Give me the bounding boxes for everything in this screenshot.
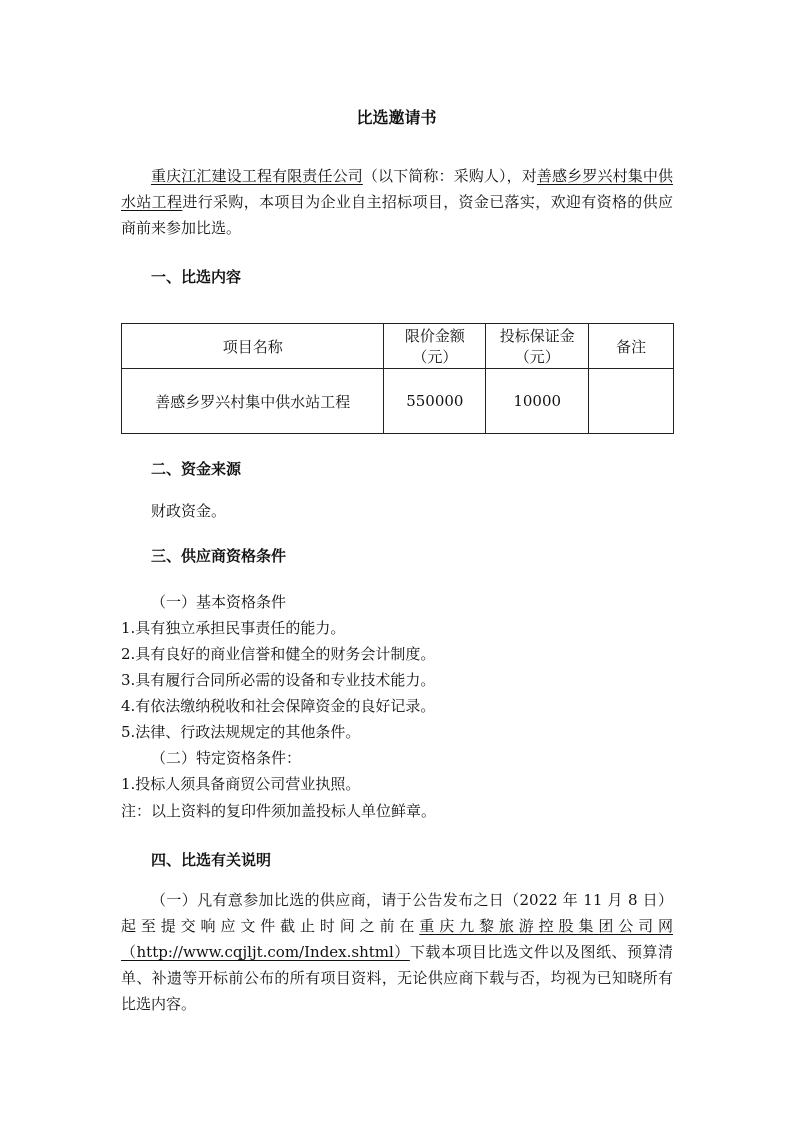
header-project-name: 项目名称 xyxy=(122,324,384,369)
cell-deposit: 10000 xyxy=(486,369,589,434)
basic-qualification-title: （一）基本资格条件 xyxy=(151,593,287,611)
qualification-note: 注：以上资料的复印件须加盖投标人单位鲜章。 xyxy=(121,802,437,820)
basic-item-1: 1.具有独立承担民事责任的能力。 xyxy=(121,619,346,637)
section-3-heading: 三、供应商资格条件 xyxy=(151,547,287,565)
header-limit-amount: 限价金额 （元） xyxy=(384,324,486,369)
intro-text-2: 进行采购，本项目为企业自主招标项目，资金已落实，欢迎有资格的供应商前来参加比选。 xyxy=(121,193,673,237)
section-1-heading: 一、比选内容 xyxy=(151,268,242,286)
table-row xyxy=(122,369,674,434)
cell-project-name: 善感乡罗兴村集中供水站工程 xyxy=(122,369,384,434)
download-site-link[interactable]: 重庆九黎旅游控股集团公司网（http://www.cqjljt.com/Index.shtml） xyxy=(121,917,673,961)
section-4-paragraph-1 xyxy=(121,887,673,1017)
funding-source: 财政资金。 xyxy=(151,502,227,520)
intro-text-1: （以下简称：采购人），对 xyxy=(362,167,537,185)
cell-note xyxy=(589,369,674,434)
cell-limit-amount: 550000 xyxy=(384,369,486,434)
basic-item-3: 3.具有履行合同所必需的设备和专业技术能力。 xyxy=(121,671,436,689)
section-2-heading: 二、资金来源 xyxy=(151,460,242,478)
header-note: 备注 xyxy=(589,324,674,369)
purchaser-name: 重庆江汇建设工程有限责任公司 xyxy=(151,167,363,185)
basic-item-4: 4.有依法缴纳税收和社会保障资金的良好记录。 xyxy=(121,697,436,715)
special-qualification-title: （二）特定资格条件： xyxy=(151,749,302,767)
section-4-text-a: （一）凡有意参加比选的供应商，请于公告发布之日（2022 年 11 月 8 日）起至提交响应文件截止时间之前在 xyxy=(121,891,673,935)
project-name: 善感乡罗兴村集中供水站工程 xyxy=(121,167,673,211)
bid-table xyxy=(121,323,674,434)
table-header-row xyxy=(122,324,674,369)
section-4-heading: 四、比选有关说明 xyxy=(151,851,272,869)
basic-item-2: 2.具有良好的商业信誉和健全的财务会计制度。 xyxy=(121,645,436,663)
special-item-1: 1.投标人须具备商贸公司营业执照。 xyxy=(121,775,361,793)
intro-paragraph xyxy=(121,163,673,241)
document-title: 比选邀请书 xyxy=(356,108,437,127)
section-4-text-b: 下载本项目比选文件以及图纸、预算清单、补遗等开标前公布的所有项目资料，无论供应商下载与否，均视为已知晓所有比选内容。 xyxy=(121,943,673,1013)
basic-item-5: 5.法律、行政法规规定的其他条件。 xyxy=(121,723,361,741)
header-deposit: 投标保证金 （元） xyxy=(486,324,589,369)
